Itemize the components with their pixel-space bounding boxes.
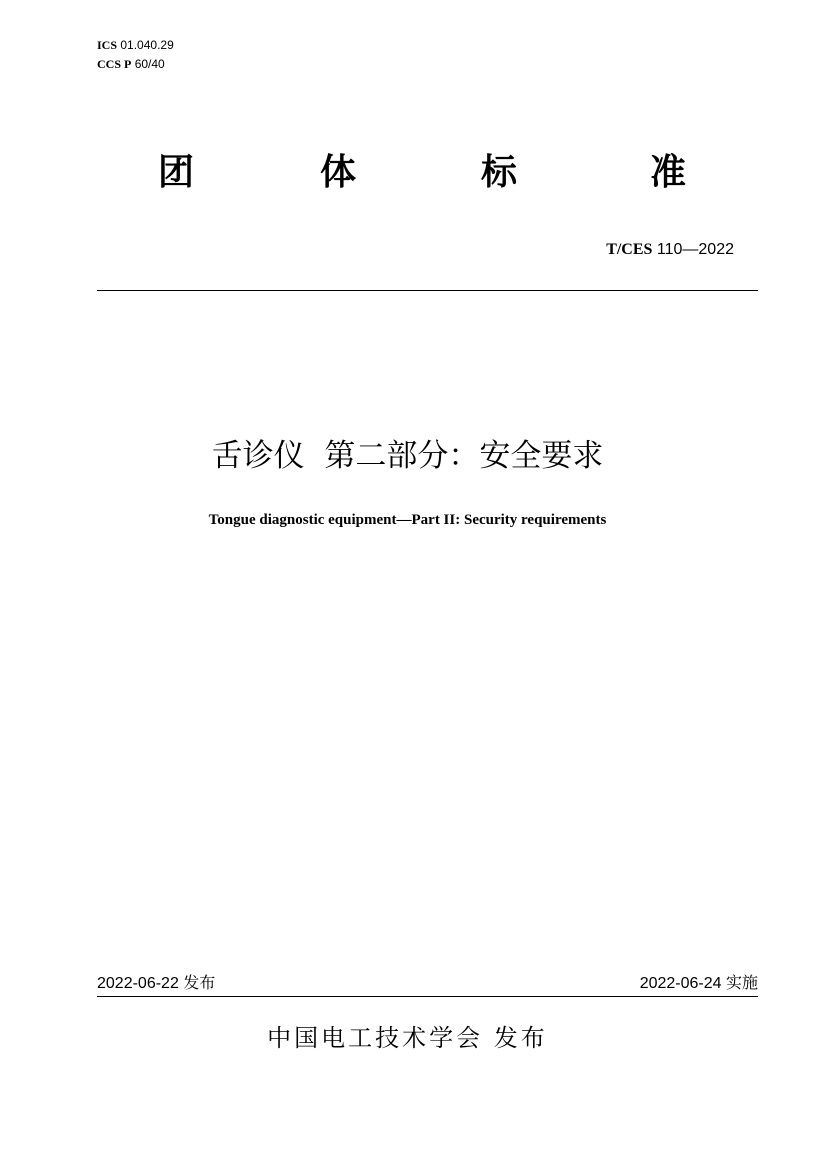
standard-number <box>606 241 734 259</box>
ccs-label: CCS P <box>97 57 132 71</box>
ics-value: 01.040.29 <box>120 38 174 52</box>
standard-type-char-4: 准 <box>650 152 687 193</box>
standard-number-prefix: T/CES <box>606 241 653 258</box>
standard-type-char-1: 团 <box>158 152 195 193</box>
header-divider <box>97 290 758 291</box>
ics-code <box>97 36 174 55</box>
standard-number-value: 110—2022 <box>656 241 734 258</box>
implementation-date: 2022-06-24 实施 <box>639 975 758 992</box>
document-title-chinese: 舌诊仪 第二部分：安全要求 <box>211 438 604 474</box>
release-date: 2022-06-22 发布 <box>97 975 216 992</box>
ics-label: ICS <box>97 38 118 52</box>
document-title-english: Tongue diagnostic equipment—Part II: Security requirements <box>208 512 607 528</box>
standard-type-char-3: 标 <box>481 152 518 193</box>
ccs-value: 60/40 <box>134 57 165 71</box>
standard-type-char-2: 体 <box>320 152 357 193</box>
footer-divider <box>97 996 758 997</box>
classification-codes <box>97 36 174 74</box>
ccs-code <box>97 55 174 74</box>
publisher: 中国电工技术学会 发布 <box>267 1024 548 1052</box>
